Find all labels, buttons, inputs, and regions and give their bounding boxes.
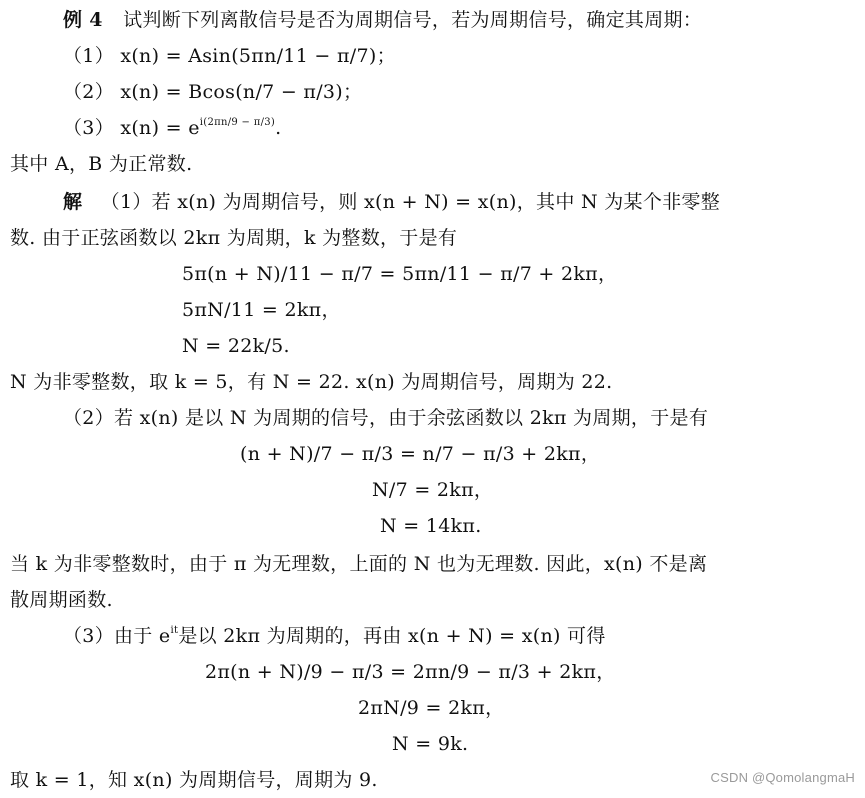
example-item-1: （1） x(n) = Asin(5πn/11 − π/7)； xyxy=(63,45,396,67)
example-heading xyxy=(63,4,702,36)
equation-2a: (n + N)/7 − π/3 = n/7 − π/3 + 2kπ， xyxy=(240,443,601,465)
example-item-3-exponent: i(2πn/9 − π/3) xyxy=(199,116,276,128)
solution-p3-post: 是以 2kπ 为周期的，再由 x(n + N) = x(n) 可得 xyxy=(178,625,606,647)
example-label: 例 4 xyxy=(63,9,103,31)
solution-p3-conclusion: 取 k = 1，知 x(n) 为周期信号，周期为 9. xyxy=(10,769,378,791)
equation-1b: 5πN/11 = 2kπ， xyxy=(182,299,341,321)
example-item-2: （2） x(n) = Bcos(n/7 − π/3)； xyxy=(63,81,363,103)
example-prompt: 试判断下列离散信号是否为周期信号，若为周期信号，确定其周期： xyxy=(123,9,703,31)
equation-3b: 2πN/9 = 2kπ， xyxy=(358,697,505,719)
solution-label: 解 xyxy=(63,191,83,213)
example-item-3: （3） $x(n) = e^{i(2\pi n/9 - \pi/3)}$. xyxy=(63,116,282,139)
equation-3a: 2π(n + N)/9 − π/3 = 2πn/9 − π/3 + 2kπ， xyxy=(205,661,616,683)
csdn-watermark: CSDN @QomolangmaH xyxy=(710,770,855,785)
solution-p1-line2: 数. 由于正弦函数以 2kπ 为周期，k 为整数，于是有 xyxy=(10,227,458,249)
solution-p1-conclusion: N 为非零整数，取 k = 5，有 N = 22. x(n) 为周期信号，周期为 22. xyxy=(10,371,613,393)
solution-p3-sup: it xyxy=(170,624,179,636)
example-note: 其中 A，B 为正常数. xyxy=(10,153,193,175)
solution-p2-conclusion-line1: 当 k 为非零整数时，由于 π 为无理数，上面的 N 也为无理数. 因此，x(n) 不是离 xyxy=(10,553,708,575)
equation-1c: N = 22k/5. xyxy=(182,335,290,357)
equation-2c: N = 14kπ. xyxy=(380,515,482,537)
solution-p1-line1-text: （1）若 x(n) 为周期信号，则 x(n + N) = x(n)，其中 N 为某个非零整 xyxy=(100,191,721,213)
solution-p3-pre: （3）由于 e xyxy=(63,625,171,647)
equation-2b: N/7 = 2kπ， xyxy=(372,479,494,501)
equation-1a: 5π(n + N)/11 − π/7 = 5πn/11 − π/7 + 2kπ， xyxy=(182,263,618,285)
example-item-3-base: （3） x(n) = e xyxy=(63,117,200,139)
equation-3c: N = 9k. xyxy=(392,733,469,755)
solution-p1-line1 xyxy=(63,186,720,218)
solution-p2-conclusion-line2: 散周期函数. xyxy=(10,589,113,611)
solution-p3-line1 xyxy=(63,620,606,652)
solution-p2-line1: （2）若 x(n) 是以 N 为周期的信号，由于余弦函数以 2kπ 为周期，于是有 xyxy=(63,407,709,429)
